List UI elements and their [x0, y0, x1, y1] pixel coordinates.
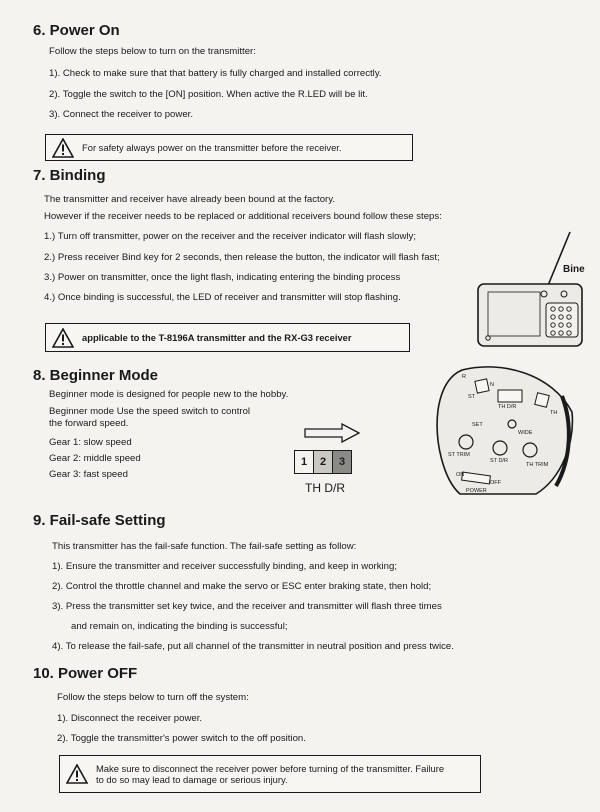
- section-7-line-2: However if the receiver needs to be replaced or additional receivers bound follow these steps:: [44, 211, 442, 222]
- section-9-title: 9. Fail-safe Setting: [33, 512, 166, 529]
- receiver-illustration: [460, 228, 590, 356]
- panel-label-wide: WIDE: [518, 430, 533, 436]
- section-7-step-4: 4.) Once binding is successful, the LED of receiver and transmitter will stop flashing.: [44, 292, 401, 303]
- gear-1-label: Gear 1: slow speed: [49, 437, 132, 448]
- warning-icon: [52, 138, 74, 158]
- section-6-title: 6. Power On: [33, 22, 120, 39]
- section-8-line-1: Beginner mode is designed for people new to the hobby.: [49, 389, 289, 400]
- section-7-warning-text: applicable to the T-8196A transmitter and the RX-G3 receiver: [82, 332, 352, 343]
- section-6-intro: Follow the steps below to turn on the transmitter:: [49, 46, 256, 57]
- section-8-line-3: the forward speed.: [49, 418, 129, 429]
- section-7-step-1: 1.) Turn off transmitter, power on the receiver and the receiver indicator will flash slowly;: [44, 231, 417, 242]
- gear-3-label: Gear 3: fast speed: [49, 469, 128, 480]
- panel-label-th: TH: [550, 410, 558, 416]
- section-10-step-2: 2). Toggle the transmitter's power switch to the off position.: [57, 733, 306, 744]
- panel-label-set: SET: [472, 422, 483, 428]
- section-6-step-2: 2). Toggle the switch to the [ON] position. When active the R.LED will be lit.: [49, 89, 368, 100]
- section-10-warning-line-2: to do so may lead to damage or serious injury.: [96, 774, 288, 785]
- section-9-step-2: 2). Control the throttle channel and make the servo or ESC enter braking state, then hold;: [52, 581, 432, 592]
- section-7-warning-box: [45, 323, 410, 352]
- panel-label-power: POWER: [466, 488, 487, 494]
- section-6-warning-text: For safety always power on the transmitter before the receiver.: [82, 142, 342, 153]
- gear-switch[interactable]: [294, 450, 352, 474]
- section-10-intro: Follow the steps below to turn off the system:: [57, 692, 249, 703]
- section-7-line-1: The transmitter and receiver have already been bound at the factory.: [44, 194, 335, 205]
- section-7-step-2: 2.) Press receiver Bind key for 2 seconds, then release the button, the indicator will flash fast;: [44, 252, 440, 263]
- section-7-title: 7. Binding: [33, 167, 106, 184]
- section-10-warning-box: [59, 755, 481, 793]
- gear-2-label: Gear 2: middle speed: [49, 453, 141, 464]
- panel-label-n: N: [490, 382, 494, 388]
- panel-label-thtrim: TH TRIM: [526, 462, 549, 468]
- gear-switch-caption: TH D/R: [305, 481, 345, 495]
- section-9-step-3: 3). Press the transmitter set key twice, and the receiver and transmitter will flash three times: [52, 601, 442, 612]
- gear-switch-position-3[interactable]: 3: [333, 451, 351, 473]
- section-9-step-4: 4). To release the fail-safe, put all channel of the transmitter in neutral position and press twice.: [52, 641, 454, 652]
- section-6-step-1: 1). Check to make sure that that battery is fully charged and installed correctly.: [49, 68, 382, 79]
- section-8-line-2: Beginner mode Use the speed switch to control: [49, 406, 251, 417]
- panel-label-st: ST: [468, 394, 476, 400]
- section-9-step-1: 1). Ensure the transmitter and receiver successfully binding, and keep in working;: [52, 561, 398, 572]
- panel-label-sttrim: ST TRIM: [448, 452, 470, 458]
- section-10-warning-line-1: Make sure to disconnect the receiver power before turning of the transmitter. Failure: [96, 763, 445, 774]
- section-6-warning-box: [45, 134, 413, 161]
- warning-icon: [66, 764, 88, 784]
- gear-switch-position-2[interactable]: 2: [314, 451, 333, 473]
- warning-icon: [52, 328, 74, 348]
- section-7-step-3: 3.) Power on transmitter, once the light flash, indicating entering the binding process: [44, 272, 401, 283]
- panel-label-thdr: TH D/R: [498, 404, 517, 410]
- transmitter-panel-illustration: [432, 362, 577, 502]
- section-10-step-1: 1). Disconnect the receiver power.: [57, 713, 203, 724]
- section-9-intro: This transmitter has the fail-safe function. The fail-safe setting as follow:: [52, 541, 357, 552]
- section-10-title: 10. Power OFF: [33, 665, 138, 682]
- bind-label: Bine: [563, 264, 585, 275]
- section-9-step-3-cont: and remain on, indicating the binding is successful;: [71, 621, 288, 632]
- panel-label-r: R: [462, 374, 466, 380]
- panel-label-off: OFF: [490, 480, 501, 486]
- gear-switch-position-1[interactable]: 1: [295, 451, 314, 473]
- right-arrow-icon: [304, 423, 360, 443]
- section-6-step-3: 3). Connect the receiver to power.: [49, 109, 193, 120]
- section-8-title: 8. Beginner Mode: [33, 367, 159, 384]
- panel-label-on: ON: [456, 472, 465, 478]
- panel-label-stdr: ST D/R: [490, 458, 508, 464]
